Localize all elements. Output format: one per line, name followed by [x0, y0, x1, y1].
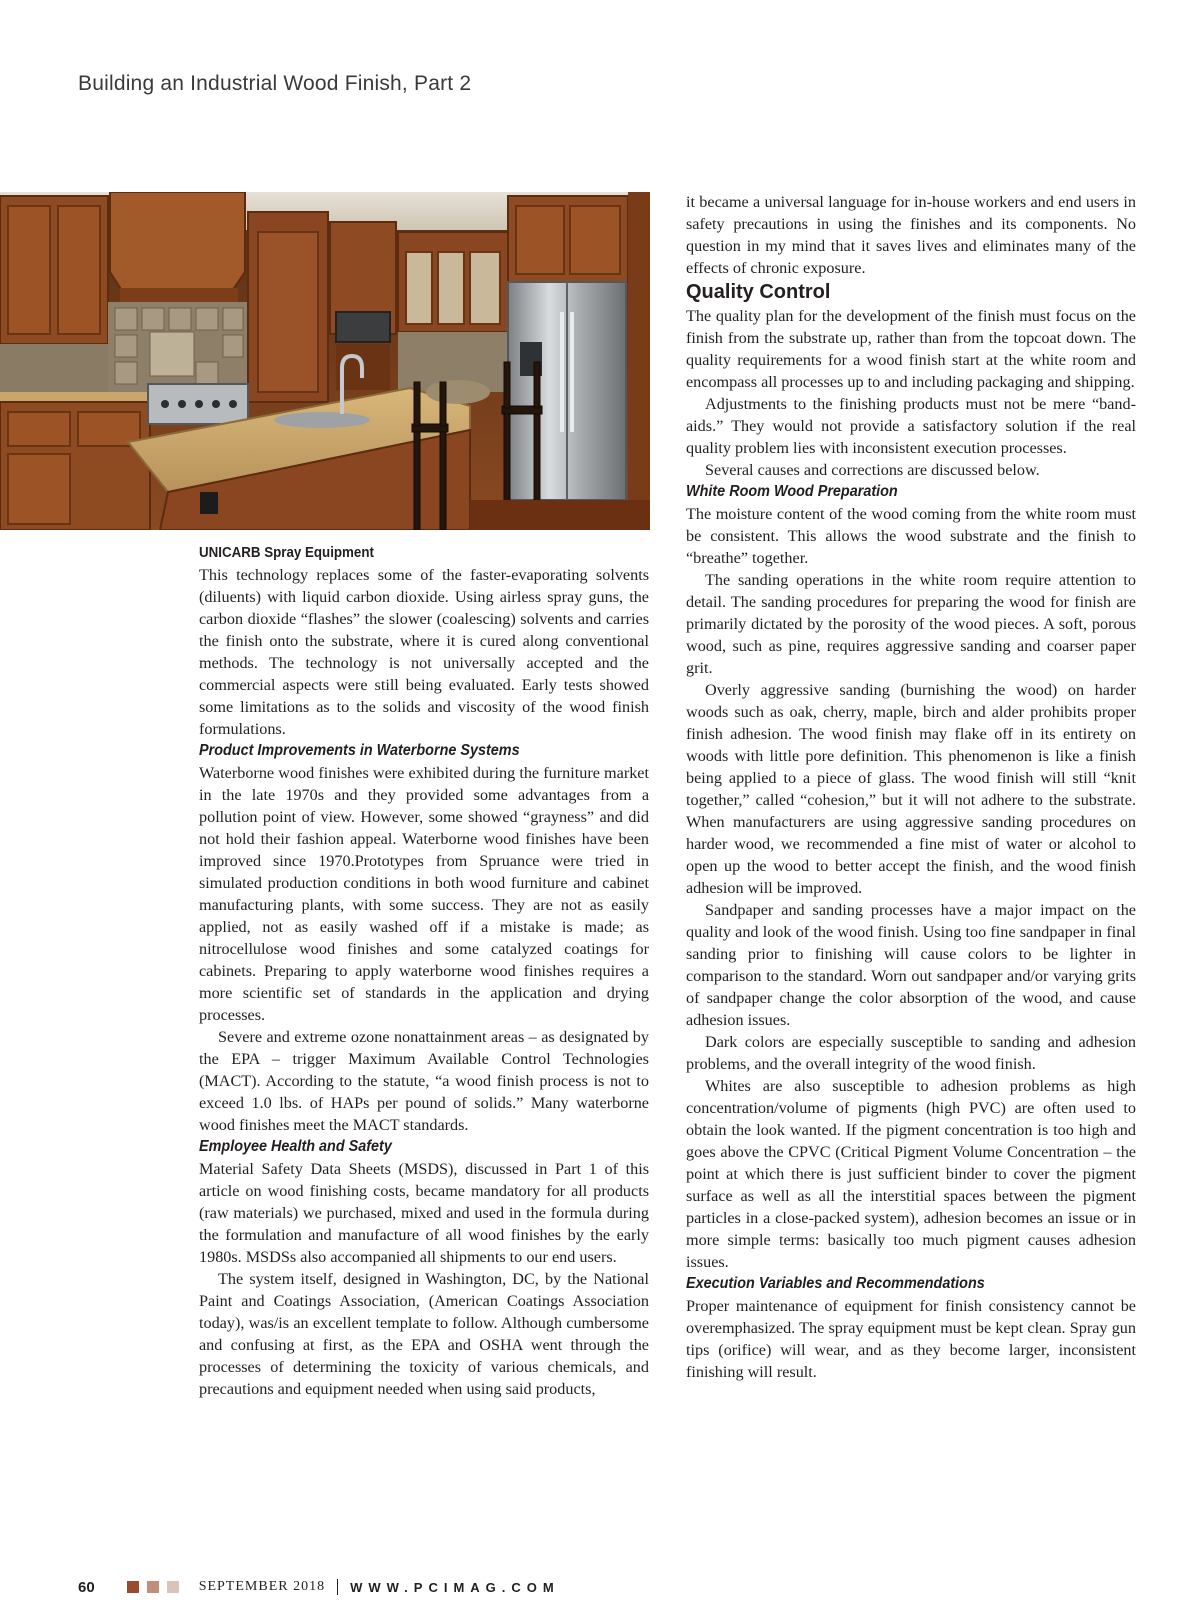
white-room-paragraph-2: The sanding operations in the white room require attention to detail. The sanding procedures for preparing the wood for finish are primarily dictated by the porosity of the wood pieces. A soft, porous wood, such as pine, requires aggressive sanding and coarser paper grit. — [686, 571, 1136, 677]
issue-date: SEPTEMBER 2018 — [198, 1579, 326, 1594]
website-url[interactable]: WWW.PCIMAG.COM — [350, 1579, 560, 1595]
health-paragraph-2: The system itself, designed in Washington, DC, by the National Paint and Coatings Association, (American Coatings Association today), was/is an excellent template to follow. Although cumbersome and confusing at first, as the EPA and OSHA went through the processes of determining the toxicity of various chemicals, and precautions and equipment needed when using said products, — [199, 1270, 649, 1398]
white-room-paragraph-3: Overly aggressive sanding (burnishing the wood) on harder woods such as oak, cherry, maple, birch and alder prohibits proper finish adhesion. The wood finish may flake off in its entirety on woods with little pore definition. This phenomenon is like a finish being applied to a piece of glass. The wood finish will still “knit together,” called “cohesion,” but it will not adhere to the substrate. When manufacturers are using aggressive sanding procedures on harder wood, we recommended a fine mist of water or alcohol to open up the wood to better accept the finish, and the wood finish adhesion will be improved. — [686, 681, 1136, 897]
health-paragraph-1: Material Safety Data Sheets (MSDS), discussed in Part 1 of this article on wood finishing costs, became mandatory for all products (raw materials) we purchased, mixed and used in the formula during the formulation and manufacture of all wood finishes by the early 1980s. MSDSs also accompanied all shipments to our end users. — [199, 1160, 649, 1266]
decorative-square-icon — [127, 1581, 139, 1593]
waterborne-paragraph-2: Severe and extreme ozone nonattainment areas – as designated by the EPA – trigger Maximum Available Control Technologies (MACT). According to the statute, “a wood finish process is not to exceed 1.0 lbs. of HAPs per pound of solids.” Many waterborne wood finishes meet the MACT standards. — [199, 1028, 649, 1134]
running-head: Building an Industrial Wood Finish, Part 2 — [78, 72, 472, 95]
caption-title: UNICARB Spray Equipment — [199, 545, 374, 561]
caption-body: This technology replaces some of the faster-evaporating solvents (diluents) with liquid carbon dioxide. Using airless spray guns, the carbon dioxide “flashes” the slower (coalescing) solvents and carries the finish onto the substrate, where it is cured along conventional methods. The technology is not universally accepted and the commercial aspects were still being evaluated. Early tests showed some limitations as to the solids and viscosity of the wood finish formulations. — [199, 566, 649, 738]
decorative-square-icon — [147, 1581, 159, 1593]
health-heading: Employee Health and Safety — [199, 1138, 392, 1155]
execution-paragraph-1: Proper maintenance of equipment for finish consistency cannot be overemphasized. The spray equipment must be kept clean. Spray gun tips (orifice) will wear, and as they become larger, inconsistent finishing will result. — [686, 1297, 1136, 1381]
page-number: 60 — [78, 1578, 95, 1596]
white-room-paragraph-1: The moisture content of the wood coming from the white room must be consistent. This allows the wood substrate and the finish to “breathe” together. — [686, 505, 1136, 567]
white-room-heading: White Room Wood Preparation — [686, 483, 898, 500]
quality-heading: Quality Control — [686, 281, 831, 303]
left-column — [199, 542, 649, 1400]
right-column — [686, 191, 1136, 1383]
decorative-square-icon — [167, 1581, 179, 1593]
white-room-paragraph-4: Sandpaper and sanding processes have a major impact on the quality and look of the wood finish. Using too fine sandpaper in final sanding prior to finishing will cause colors to be lighter in comparison to the standard. Worn out sandpaper and/or varying grits of sandpaper change the color absorption of the wood, and cause adhesion issues. — [686, 901, 1136, 1029]
page-footer — [78, 1576, 560, 1598]
white-room-paragraph-6: Whites are also susceptible to adhesion problems as high concentration/volume of pigments (high PVC) are often used to obtain the look wanted. If the pigment concentration is too high and goes above the CPVC (Critical Pigment Volume Concentration – the point at which there is just sufficient binder to cover the pigment surface as well as all the interstitial spaces between the pigment particles in a close-packed system), adhesion becomes an issue or in more simple terms: basically too much pigment causes adhesion issues. — [686, 1077, 1136, 1271]
continued-paragraph: it became a universal language for in-house workers and end users in safety precautions in using the finishes and its components. No question in my mind that it saves lives and eliminates many of the effects of chronic exposure. — [686, 193, 1136, 277]
white-room-paragraph-5: Dark colors are especially susceptible to sanding and adhesion problems, and the overall integrity of the wood finish. — [686, 1033, 1136, 1073]
quality-paragraph-3: Several causes and corrections are discussed below. — [705, 461, 1040, 479]
quality-paragraph-2: Adjustments to the finishing products must not be mere “band-aids.” They would not provide a satisfactory solution if the real quality problem lies with inconsistent execution processes. — [686, 395, 1136, 457]
kitchen-photo — [0, 192, 650, 530]
footer-divider — [337, 1579, 338, 1595]
waterborne-paragraph-1: Waterborne wood finishes were exhibited during the furniture market in the late 1970s and they provided some advantages from a pollution point of view. However, some showed “grayness” and did not hold their fashion appeal. Waterborne wood finishes have been improved since 1970.Prototypes from Spruance were tried in simulated production conditions in both wood furniture and cabinet manufacturing plants, with some success. They are not as easily applied, not as easily washed off if a mistake is made; as nitrocellulose wood finishes and some catalyzed coatings for cabinets. Preparing to apply waterborne wood finishes requires a more scientific set of standards in the application and drying processes. — [199, 764, 649, 1024]
waterborne-heading: Product Improvements in Waterborne Systems — [199, 742, 520, 759]
quality-paragraph-1: The quality plan for the development of the finish must focus on the finish from the substrate up, rather than from the topcoat down. The quality requirements for a wood finish start at the white room and encompass all processes up to and including packaging and shipping. — [686, 307, 1136, 391]
execution-heading: Execution Variables and Recommendations — [686, 1275, 985, 1292]
